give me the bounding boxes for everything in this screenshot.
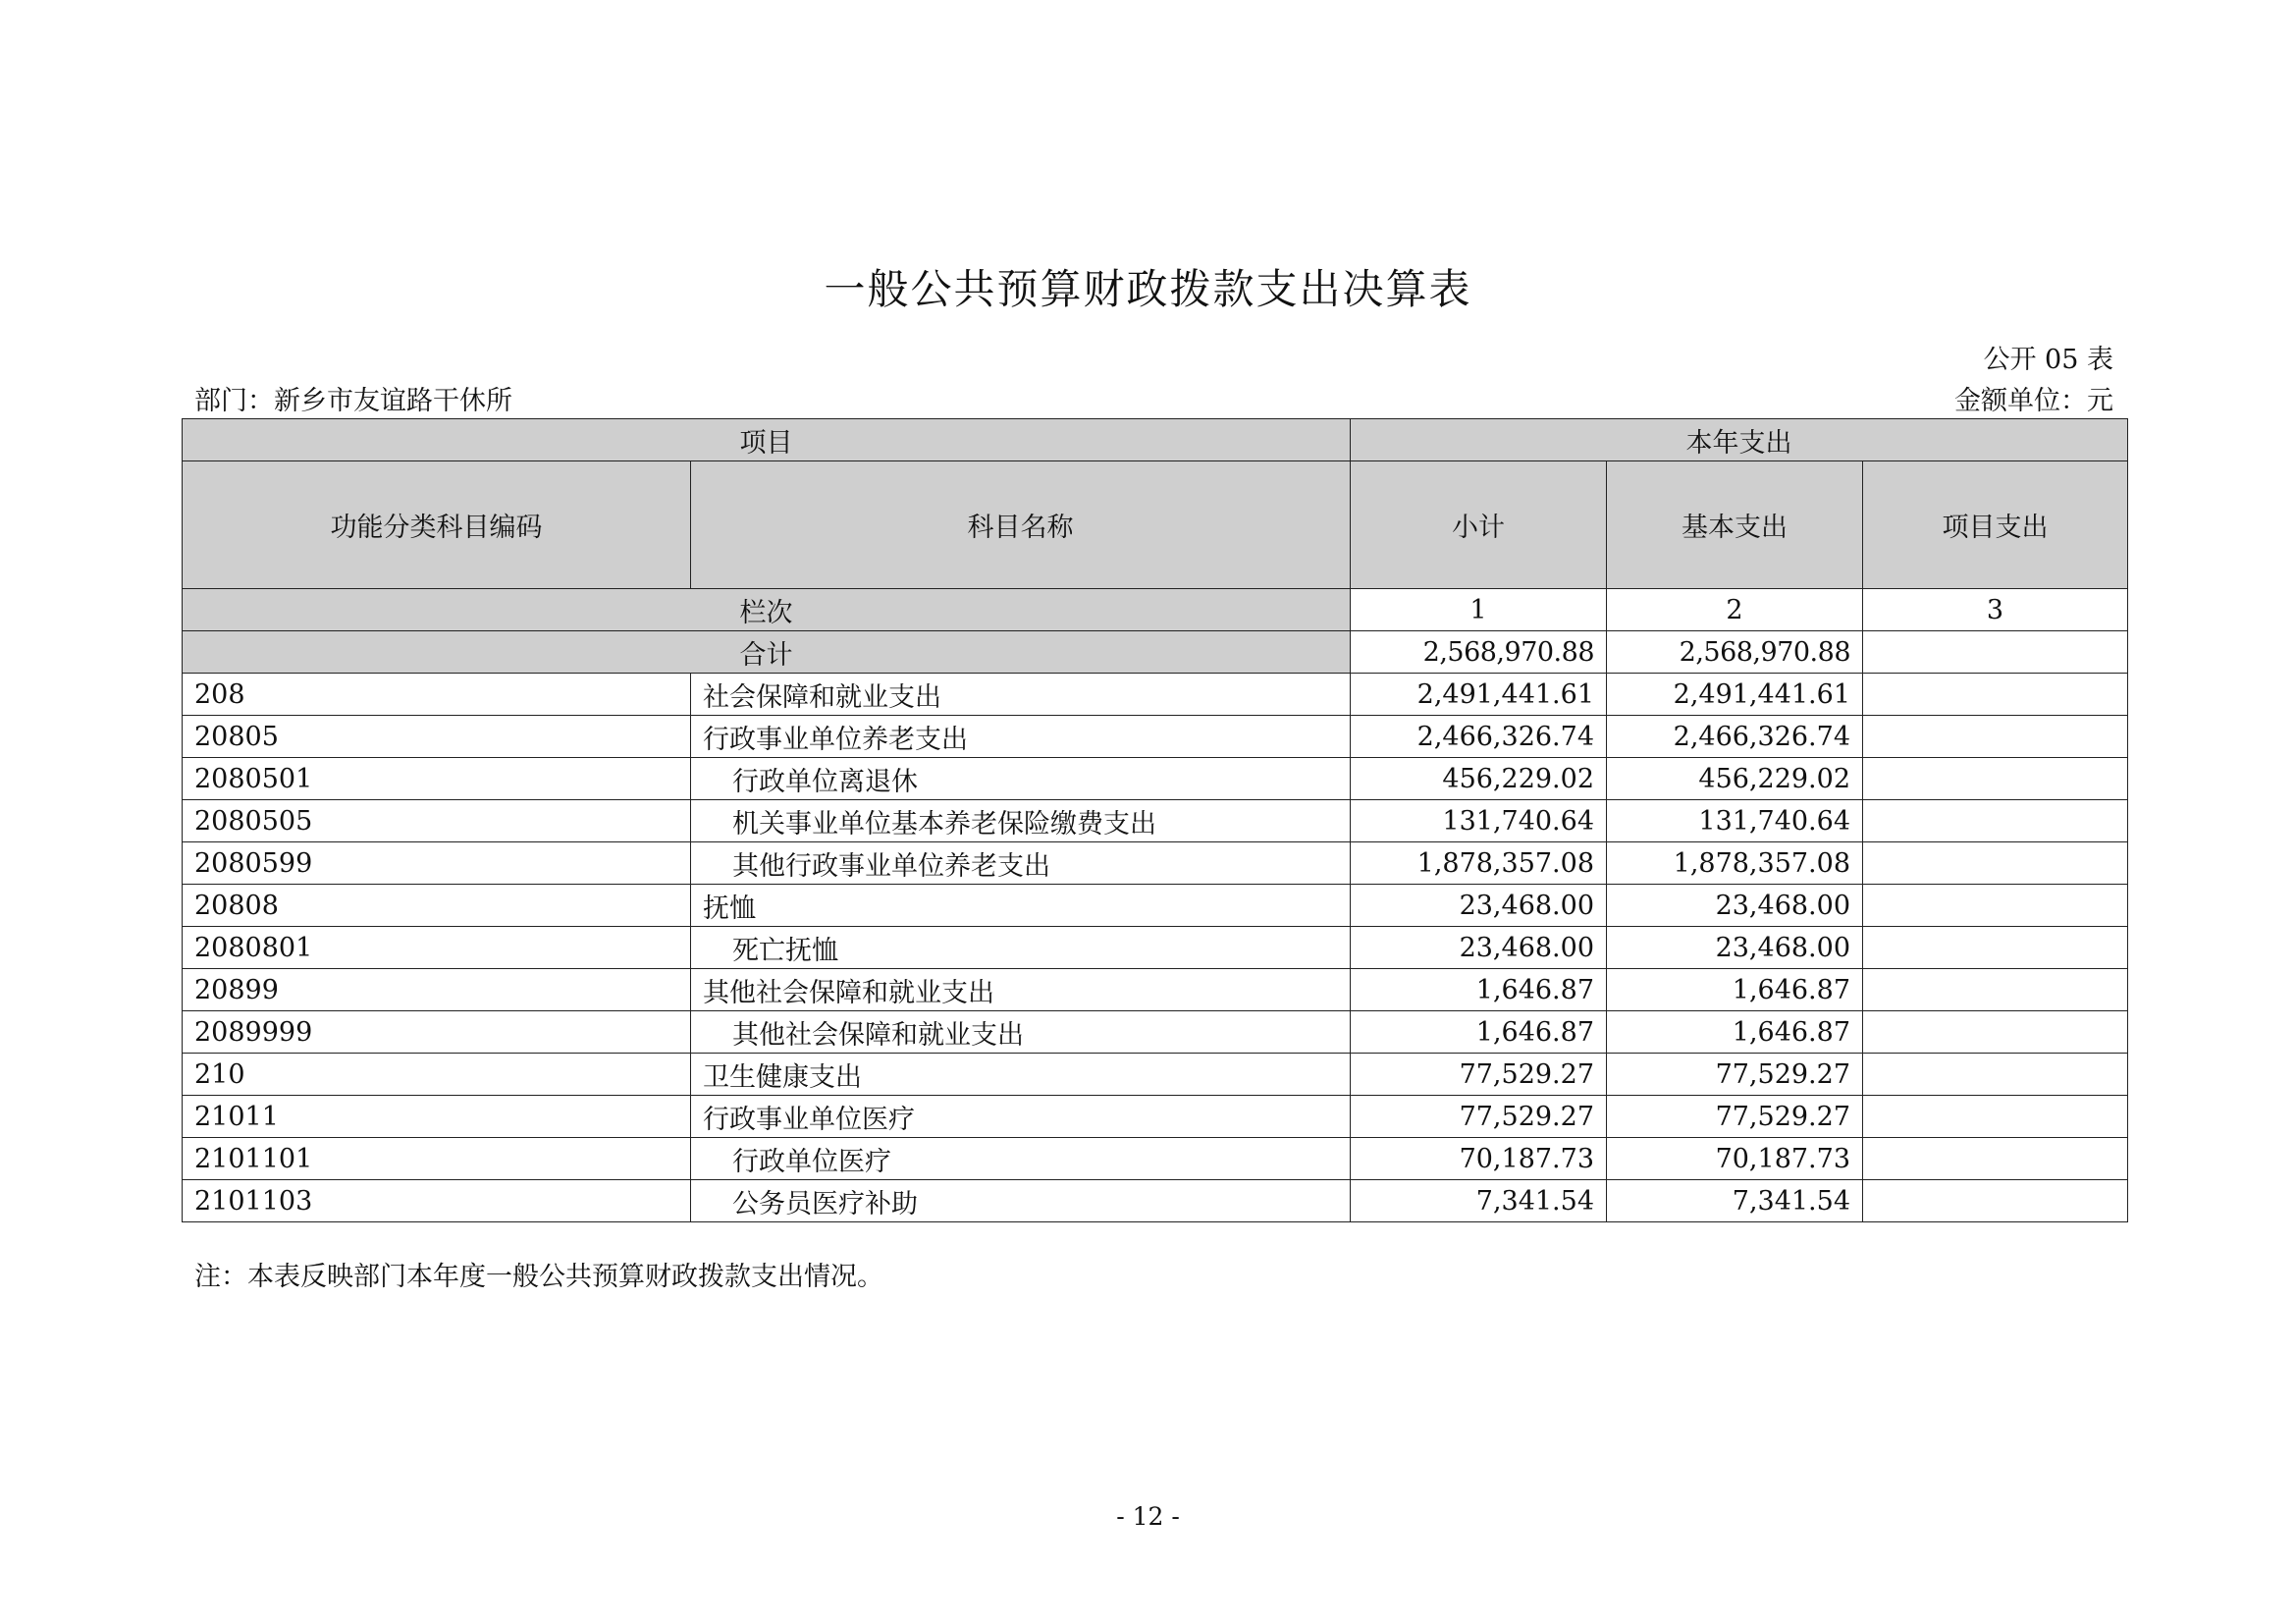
total-row: [183, 631, 2128, 674]
table-row: [183, 674, 2128, 716]
row-project: [1863, 1011, 2128, 1054]
table-row: [183, 1138, 2128, 1180]
column-number-2: 2: [1607, 589, 1863, 631]
row-basic: 70,187.73: [1607, 1138, 1863, 1180]
row-subtotal: 2,466,326.74: [1351, 716, 1607, 758]
row-code: 208: [183, 674, 691, 716]
header-subtotal: 小计: [1351, 461, 1607, 589]
column-number-1: 1: [1351, 589, 1607, 631]
header-name: 科目名称: [691, 461, 1351, 589]
department-label: 部门：新乡市友谊路干休所: [194, 386, 512, 416]
table-note: 注：本表反映部门本年度一般公共预算财政拨款支出情况。: [194, 1262, 883, 1292]
row-basic: 456,229.02: [1607, 758, 1863, 800]
row-subtotal: 23,468.00: [1351, 927, 1607, 969]
row-name: 机关事业单位基本养老保险缴费支出: [691, 800, 1351, 842]
table-body: [183, 674, 2128, 1222]
row-code: 20805: [183, 716, 691, 758]
column-label: 栏次: [183, 589, 1351, 631]
row-code: 20808: [183, 885, 691, 927]
table-row: [183, 800, 2128, 842]
row-basic: 77,529.27: [1607, 1096, 1863, 1138]
row-subtotal: 23,468.00: [1351, 885, 1607, 927]
header-current-year: 本年支出: [1351, 419, 2128, 461]
row-basic: 2,466,326.74: [1607, 716, 1863, 758]
row-name: 其他社会保障和就业支出: [691, 1011, 1351, 1054]
table-row: [183, 1096, 2128, 1138]
page-title: 一般公共预算财政拨款支出决算表: [824, 265, 1472, 313]
row-subtotal: 70,187.73: [1351, 1138, 1607, 1180]
row-code: 2080501: [183, 758, 691, 800]
header-project: 项目: [183, 419, 1351, 461]
row-project: [1863, 1096, 2128, 1138]
row-project: [1863, 885, 2128, 927]
row-basic: 7,341.54: [1607, 1180, 1863, 1222]
row-basic: 23,468.00: [1607, 927, 1863, 969]
row-basic: 1,646.87: [1607, 1011, 1863, 1054]
row-name: 公务员医疗补助: [691, 1180, 1351, 1222]
table-row: [183, 758, 2128, 800]
header-row-top: [183, 419, 2128, 461]
row-code: 2101103: [183, 1180, 691, 1222]
total-basic: 2,568,970.88: [1607, 631, 1863, 674]
row-project: [1863, 1054, 2128, 1096]
row-subtotal: 77,529.27: [1351, 1054, 1607, 1096]
table-row: [183, 969, 2128, 1011]
row-subtotal: 77,529.27: [1351, 1096, 1607, 1138]
row-name: 社会保障和就业支出: [691, 674, 1351, 716]
column-number-3: 3: [1863, 589, 2128, 631]
row-code: 2080801: [183, 927, 691, 969]
row-code: 210: [183, 1054, 691, 1096]
row-name: 死亡抚恤: [691, 927, 1351, 969]
row-code: 2101101: [183, 1138, 691, 1180]
row-subtotal: 131,740.64: [1351, 800, 1607, 842]
row-subtotal: 456,229.02: [1351, 758, 1607, 800]
row-name: 行政事业单位医疗: [691, 1096, 1351, 1138]
row-basic: 77,529.27: [1607, 1054, 1863, 1096]
row-basic: 1,878,357.08: [1607, 842, 1863, 885]
row-subtotal: 7,341.54: [1351, 1180, 1607, 1222]
form-number: 公开 05 表: [1983, 345, 2113, 375]
row-name: 行政事业单位养老支出: [691, 716, 1351, 758]
row-code: 20899: [183, 969, 691, 1011]
row-code: 2080599: [183, 842, 691, 885]
row-code: 2080505: [183, 800, 691, 842]
table-row: [183, 842, 2128, 885]
row-project: [1863, 758, 2128, 800]
header-row-column-numbers: [183, 589, 2128, 631]
row-project: [1863, 842, 2128, 885]
table-row: [183, 1180, 2128, 1222]
row-name: 其他行政事业单位养老支出: [691, 842, 1351, 885]
header-basic: 基本支出: [1607, 461, 1863, 589]
row-basic: 131,740.64: [1607, 800, 1863, 842]
table-row: [183, 1054, 2128, 1096]
row-project: [1863, 674, 2128, 716]
table-row: [183, 885, 2128, 927]
table-row: [183, 927, 2128, 969]
row-subtotal: 1,878,357.08: [1351, 842, 1607, 885]
header-code: 功能分类科目编码: [183, 461, 691, 589]
row-subtotal: 1,646.87: [1351, 1011, 1607, 1054]
row-basic: 2,491,441.61: [1607, 674, 1863, 716]
expenditure-table: [182, 418, 2128, 1222]
row-project: [1863, 927, 2128, 969]
row-project: [1863, 1138, 2128, 1180]
row-name: 其他社会保障和就业支出: [691, 969, 1351, 1011]
row-basic: 1,646.87: [1607, 969, 1863, 1011]
table-row: [183, 716, 2128, 758]
total-subtotal: 2,568,970.88: [1351, 631, 1607, 674]
row-project: [1863, 800, 2128, 842]
row-name: 抚恤: [691, 885, 1351, 927]
table-row: [183, 1011, 2128, 1054]
row-project: [1863, 1180, 2128, 1222]
total-project: [1863, 631, 2128, 674]
row-project: [1863, 969, 2128, 1011]
page-number: - 12 -: [1116, 1502, 1180, 1531]
amount-unit-label: 金额单位：元: [1954, 386, 2113, 416]
row-subtotal: 1,646.87: [1351, 969, 1607, 1011]
row-code: 2089999: [183, 1011, 691, 1054]
row-basic: 23,468.00: [1607, 885, 1863, 927]
header-row-columns: [183, 461, 2128, 589]
header-project-expense: 项目支出: [1863, 461, 2128, 589]
row-name: 行政单位离退休: [691, 758, 1351, 800]
row-subtotal: 2,491,441.61: [1351, 674, 1607, 716]
row-project: [1863, 716, 2128, 758]
row-name: 行政单位医疗: [691, 1138, 1351, 1180]
total-label: 合计: [183, 631, 1351, 674]
row-code: 21011: [183, 1096, 691, 1138]
row-name: 卫生健康支出: [691, 1054, 1351, 1096]
